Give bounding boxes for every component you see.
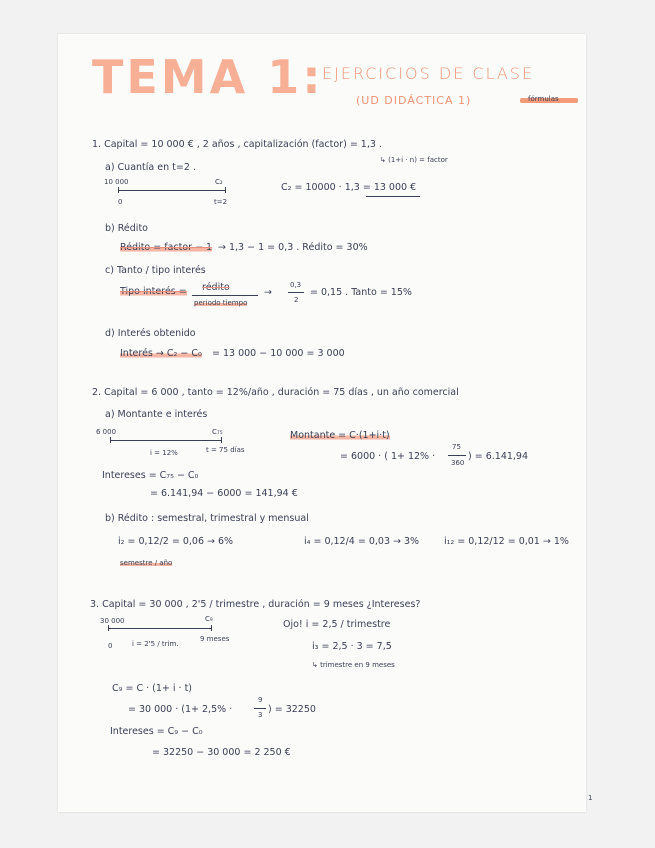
ex1-d-formula-hl: Interés → C₂ − C₀ (120, 348, 202, 359)
ex3-f2-bar (254, 708, 266, 709)
ex3-t: 9 meses (200, 635, 230, 643)
ex1-c-label: c) Tanto / tipo interés (105, 265, 206, 276)
page-title: TEMA 1: (92, 50, 324, 104)
ex1-b-label: b) Rédito (105, 223, 148, 234)
ex1-a-t0: 0 (118, 198, 123, 206)
ex2-statement: 2. Capital = 6 000 , tanto = 12%/año , duración = 75 días , un año comercial (92, 387, 459, 398)
ex1-c-den2: 2 (294, 296, 299, 304)
ex1-c-fraction-bar (192, 295, 258, 296)
ex3-i: i = 2'5 / trim. (132, 640, 179, 648)
ex1-c-bar2 (288, 292, 304, 293)
ex3-right: C₉ (205, 615, 213, 623)
ex2-montante-hl: Montante = C·(1+i·t) (290, 430, 390, 441)
ex2-b-label: b) Rédito : semestral, trimestral y mensual (105, 513, 309, 524)
notebook-page (58, 34, 586, 812)
ex1-c-formula-hl: Tipo interés = (120, 286, 187, 297)
ex1-statement: 1. Capital = 10 000 € , 2 años , capitalización (factor) = 1,3 . (92, 139, 382, 150)
ex1-timeline (118, 190, 226, 191)
unit-label: (UD DIDÁCTICA 1) (356, 94, 472, 107)
ex2-a-i: i = 12% (150, 449, 178, 457)
ex2-montante-calc: = 6000 · ( 1+ 12% · (340, 451, 436, 462)
ex3-f2-num: 9 (258, 696, 263, 704)
ex1-c-numerator: rédito (202, 282, 230, 293)
ex3-left: 30 000 (100, 617, 125, 625)
ex1-a-formula: C₂ = 10000 · 1,3 = 13 000 € (281, 182, 417, 193)
ex1-a-t2: t=2 (214, 198, 228, 206)
ex2-b-semestral-note: semestre / año (120, 559, 173, 567)
ex2-interes-calc: = 6.141,94 − 6000 = 141,94 € (150, 488, 298, 499)
ex3-ojo-2: i₃ = 2,5 · 3 = 7,5 (312, 641, 392, 652)
ex1-a-underline (366, 196, 420, 197)
ex2-a-left: 6 000 (96, 428, 117, 436)
ex3-statement: 3. Capital = 30 000 , 2'5 / trimestre , duración = 9 meses ¿Intereses? (90, 599, 421, 610)
ex3-tick-end (211, 625, 212, 631)
formulas-tag: fórmulas (528, 95, 559, 103)
ex2-montante-result: ) = 6.141,94 (468, 451, 529, 462)
ex3-timeline (108, 628, 212, 629)
ex3-t0: 0 (108, 642, 113, 650)
page-number: 1 (588, 794, 593, 802)
ex1-a-left: 10 000 (104, 178, 129, 186)
ex1-factor-note: ↳ (1+i · n) = factor (380, 156, 448, 164)
ex2-timeline (110, 440, 222, 441)
ex3-f1: C₉ = C · (1+ i · t) (112, 683, 192, 694)
ex1-d-formula-rest: = 13 000 − 10 000 = 3 000 (212, 348, 345, 359)
ex3-f2: = 30 000 · (1+ 2,5% · (128, 704, 233, 715)
ex1-tick-start (118, 187, 119, 193)
ex3-f2-result: ) = 32250 (268, 704, 316, 715)
ex1-tick-end (225, 187, 226, 193)
ex2-interes-label: Intereses = C₇₅ − C₀ (102, 470, 199, 481)
ex3-f4: = 32250 − 30 000 = 2 250 € (152, 747, 291, 758)
ex2-tick-start (110, 437, 111, 443)
ex2-b-semestral: i₂ = 0,12/2 = 0,06 → 6% (118, 536, 234, 547)
ex2-a-label: a) Montante e interés (105, 409, 208, 420)
ex3-f2-den: 3 (258, 711, 263, 719)
ex2-a-t: t = 75 días (206, 446, 245, 454)
ex1-b-formula-hl: Rédito = factor − 1 (120, 242, 213, 253)
ex2-b-trimestral: i₄ = 0,12/4 = 0,03 → 3% (304, 536, 420, 547)
page-subtitle: EJERCICIOS DE CLASE (322, 64, 535, 83)
ex1-c-num2: 0,3 (290, 281, 302, 289)
ex1-a-label: a) Cuantía en t=2 . (105, 162, 196, 173)
ex1-a-right: C₂ (215, 178, 223, 186)
ex1-d-label: d) Interés obtenido (105, 328, 196, 339)
ex2-montante-bar (448, 455, 466, 456)
ex1-c-arrow: → (264, 287, 272, 298)
ex2-b-mensual: i₁₂ = 0,12/12 = 0,01 → 1% (444, 536, 569, 547)
ex1-b-formula-rest: → 1,3 − 1 = 0,3 . Rédito = 30% (218, 242, 368, 253)
ex2-a-right: C₇₅ (212, 428, 223, 436)
ex1-c-result: = 0,15 . Tanto = 15% (310, 287, 412, 298)
ex2-tick-end (221, 437, 222, 443)
ex3-ojo-1: Ojo! i = 2,5 / trimestre (283, 619, 391, 630)
ex1-c-denominator: periodo tiempo (194, 299, 248, 307)
ex2-montante-den: 360 (451, 459, 465, 467)
ex3-tick-start (108, 625, 109, 631)
ex3-ojo-3: ↳ trimestre en 9 meses (312, 661, 395, 669)
ex2-montante-num: 75 (452, 443, 461, 451)
ex3-f3: Intereses = C₉ − C₀ (110, 726, 203, 737)
